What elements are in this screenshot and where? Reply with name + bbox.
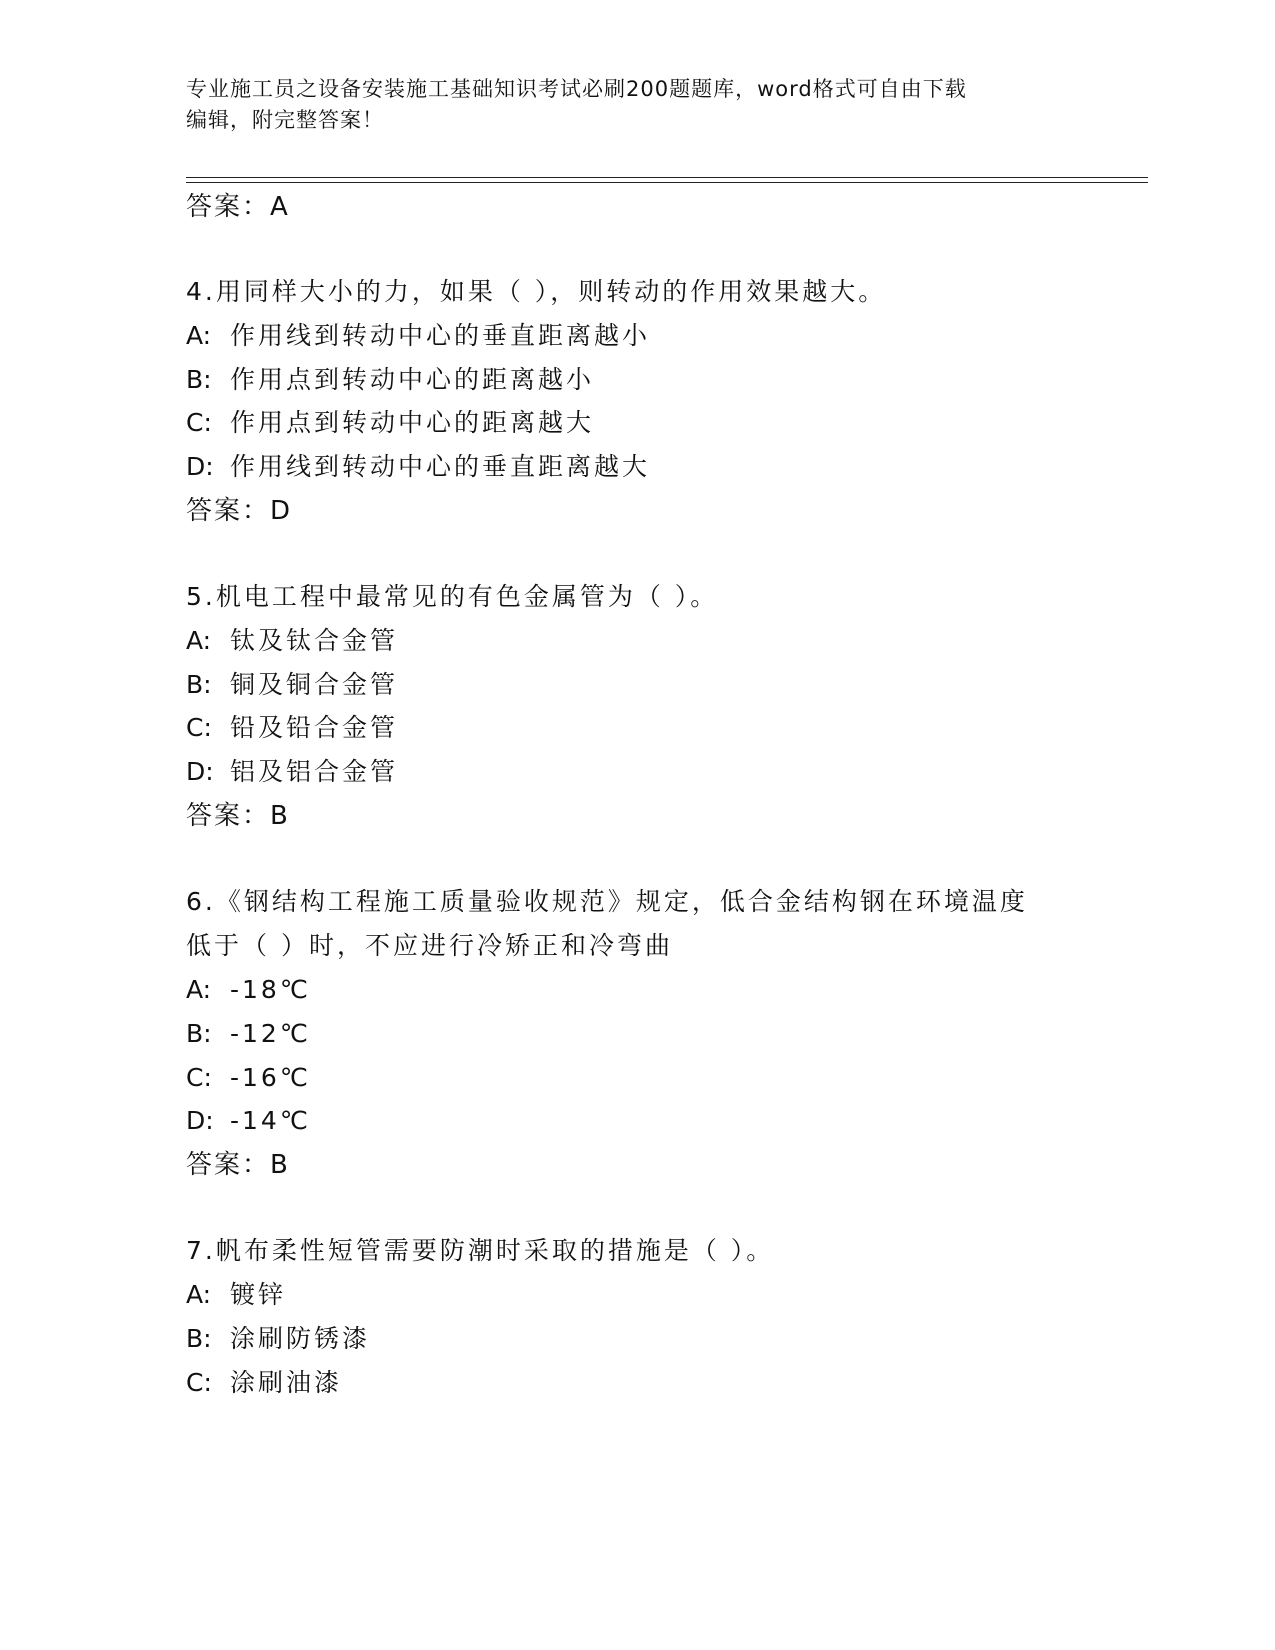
question-7-option-a — [186, 1279, 286, 1311]
question-5-option-d — [186, 756, 398, 788]
option-key: A: — [186, 1280, 212, 1309]
option-text: -12℃ — [230, 1019, 311, 1048]
option-text: 铝及铝合金管 — [230, 757, 399, 786]
header-line-1: 专业施工员之设备安装施工基础知识考试必刷200题题库，word格式可自由下载 — [186, 77, 967, 101]
option-text: 钛及钛合金管 — [230, 626, 399, 655]
option-text: 铅及铅合金管 — [230, 713, 399, 742]
option-text: 作用点到转动中心的距离越大 — [230, 408, 595, 437]
question-6-option-d — [186, 1105, 311, 1137]
option-text: -16℃ — [230, 1063, 311, 1092]
option-key: D: — [186, 452, 214, 481]
question-6-option-c — [186, 1062, 311, 1094]
option-text: 作用点到转动中心的距离越小 — [230, 365, 595, 394]
question-7-option-c — [186, 1367, 342, 1399]
answer-q3: 答案：A — [186, 192, 290, 222]
option-key: C: — [186, 408, 212, 437]
option-text: 涂刷防锈漆 — [230, 1324, 371, 1353]
question-4-option-b — [186, 364, 594, 396]
option-key: A: — [186, 626, 212, 655]
answer-q5: 答案：B — [186, 801, 290, 831]
option-key: D: — [186, 1106, 214, 1135]
question-6-text-line-2: 低于（ ）时，不应进行冷矫正和冷弯曲 — [186, 931, 673, 960]
question-6-option-a — [186, 974, 311, 1006]
option-key: C: — [186, 1063, 212, 1092]
question-5-option-c — [186, 712, 398, 744]
question-7-option-b — [186, 1323, 370, 1355]
header-divider-top — [186, 177, 1148, 178]
option-key: B: — [186, 1019, 212, 1048]
option-text: 作用线到转动中心的垂直距离越大 — [230, 452, 651, 481]
option-key: B: — [186, 1324, 212, 1353]
question-5-option-b — [186, 669, 398, 701]
question-4-option-c — [186, 407, 594, 439]
question-5-option-a — [186, 625, 398, 657]
option-text: 作用线到转动中心的垂直距离越小 — [230, 321, 651, 350]
question-4-option-a — [186, 320, 650, 352]
header-divider-bottom — [186, 182, 1148, 183]
question-6-text-line-1: 6.《钢结构工程施工质量验收规范》规定，低合金结构钢在环境温度 — [186, 887, 1028, 916]
option-key: B: — [186, 365, 212, 394]
question-6-option-b — [186, 1018, 311, 1050]
option-key: A: — [186, 321, 212, 350]
answer-q6: 答案：B — [186, 1150, 290, 1180]
option-text: -14℃ — [230, 1106, 311, 1135]
option-text: 涂刷油漆 — [230, 1368, 343, 1397]
option-key: C: — [186, 713, 212, 742]
question-7-text: 7.帆布柔性短管需要防潮时采取的措施是（ ）。 — [186, 1236, 775, 1265]
option-key: A: — [186, 975, 212, 1004]
option-key: C: — [186, 1368, 212, 1397]
answer-q4: 答案：D — [186, 496, 293, 526]
document-header — [186, 74, 1086, 136]
question-5-text: 5.机电工程中最常见的有色金属管为（ ）。 — [186, 582, 719, 611]
option-key: B: — [186, 670, 212, 699]
option-text: 镀锌 — [230, 1280, 287, 1309]
option-text: -18℃ — [230, 975, 311, 1004]
option-text: 铜及铜合金管 — [230, 670, 399, 699]
option-key: D: — [186, 757, 214, 786]
header-line-2: 编辑，附完整答案！ — [186, 108, 384, 132]
question-4-option-d — [186, 451, 650, 483]
question-4-text: 4.用同样大小的力，如果（ ），则转动的作用效果越大。 — [186, 277, 887, 306]
